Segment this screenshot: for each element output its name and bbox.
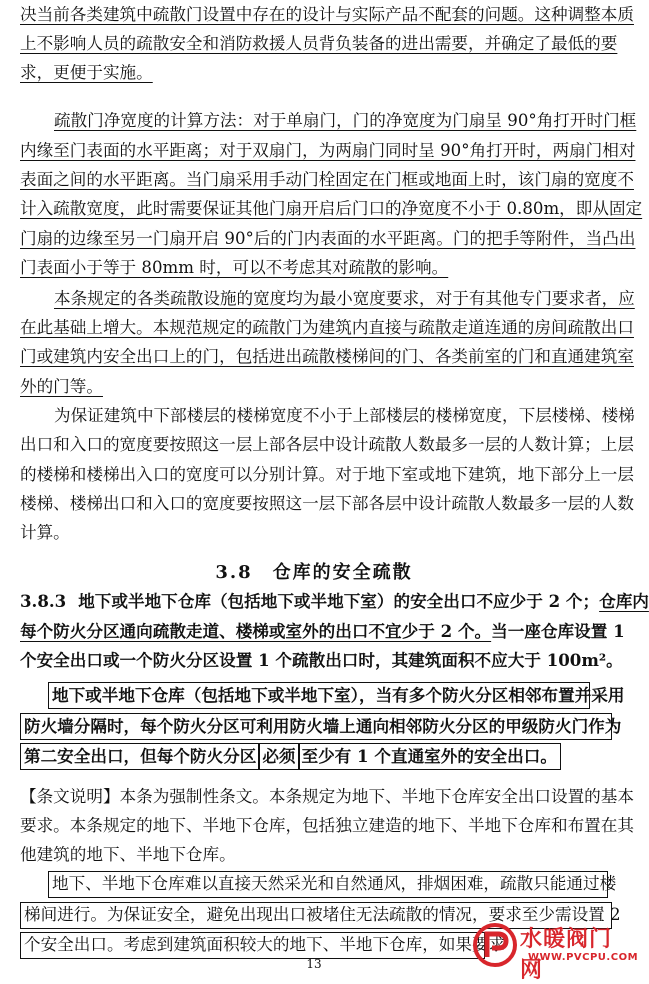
text-line: 疏散门净宽度的计算方法：对于单扇门，门的净宽度为门扇呈 90°角打开时门框 (54, 111, 637, 130)
text-line: 出口和入口的宽度要按照这一层上部各层中设计疏散人数最多一层的人数计算；上层 (20, 435, 634, 454)
page-number: 13 (306, 957, 322, 971)
clause-text: 当一座仓库设置 1 (491, 621, 625, 641)
text-span: 求，更便于实施。 (20, 63, 153, 82)
text-line: 上不影响人员的疏散安全和消防救援人员背负装备的进出需要，并确定了最低的要 (20, 34, 618, 53)
text-line: 计入疏散宽度，此时需要保证其他门扇开启后门口的净宽度不小于 0.80m，即从固定 (20, 199, 643, 218)
text-line: 他建筑的地下、半地下仓库。 (20, 845, 236, 864)
clause-line (20, 590, 649, 612)
text-line: 表面之间的水平距离。当门扇采用手动门栓固定在门框或地面上时，该门扇的宽度不 (20, 170, 634, 189)
boxed-line: 地下、半地下仓库难以直接天然采光和自然通风，排烟困难，疏散只能通过楼 (48, 871, 608, 898)
boxed-segment: 第二安全出口，但每个防火分区 (20, 743, 260, 770)
text-line: 内缘至门表面的水平距离；对于双扇门，为两扇门同时呈 90°角打开时，两扇门相对 (20, 141, 636, 160)
clause-text: 地下或半地下仓库（包括地下或半地下室）的安全出口不应少于 2 个； (78, 591, 600, 611)
clause-line (20, 620, 625, 642)
clause-number: 3.8.3 (20, 591, 67, 611)
text-line: 为保证建筑中下部楼层的楼梯宽度不小于上部楼层的楼梯宽度，下层楼梯、楼梯 (54, 406, 635, 425)
text-line: 计算。 (20, 523, 70, 542)
text-span: 外的门等。 (20, 377, 103, 396)
text-line (20, 257, 612, 279)
boxed-segment: 必须 (258, 743, 299, 770)
boxed-line: 梯间进行。为保证安全，避免出现出口被堵住无法疏散的情况，要求至少需设置 2 (20, 902, 612, 929)
text-span: 门表面小于等于 80mm 时，可以不考虑其对疏散的影响。 (20, 258, 449, 277)
text-line: 决当前各类建筑中疏散门设置中存在的设计与实际产品不配套的问题。这种调整本质 (20, 5, 634, 24)
text-line: 在此基础上增大。本规范规定的疏散门为建筑内直接与疏散走道连通的房间疏散出口 (20, 318, 634, 337)
boxed-line: 地下或半地下仓库（包括地下或半地下室），当有多个防火分区相邻布置并采用 (48, 682, 590, 709)
text-line: 本条规定的各类疏散设施的宽度均为最小宽度要求，对于有其他专门要求者，应 (54, 289, 635, 308)
boxed-line: 个安全出口。考虑到建筑面积较大的地下、半地下仓库，如果要求 (20, 932, 485, 959)
text-line: 的楼梯和楼梯出入口的宽度可以分别计算。对于地下室或地下建筑，地下部分上一层 (20, 465, 634, 484)
text-line: 门扇的边缘至另一门扇开启 90°后的门内表面的水平距离。门的把手等附件，当凸出 (20, 229, 636, 248)
boxed-segment: 至少有 1 个直通室外的安全出口。 (298, 743, 561, 770)
text-line (20, 376, 612, 398)
section-heading: 3.8 仓库的安全疏散 (215, 562, 413, 583)
boxed-line: 防火墙分隔时，每个防火分区可利用防火墙上通向相邻防火分区的甲级防火门作为 (20, 713, 612, 740)
watermark (472, 918, 639, 983)
text-line: 门或建筑内安全出口上的门，包括进出疏散楼梯间的门、各类前室的门和直通建筑室 (20, 347, 634, 366)
boxed-line (20, 743, 612, 770)
clause-text: 每个防火分区通向疏散走道、楼梯或室外的出口不宜少于 2 个。 (20, 621, 492, 641)
clause-line: 个安全出口或一个防火分区设置 1 个疏散出口时，其建筑面积不应大于 100m²。 (20, 650, 623, 670)
text-line: 【条文说明】本条为强制性条文。本条规定为地下、半地下仓库安全出口设置的基本 (20, 787, 634, 806)
watermark-logo-icon (472, 922, 518, 968)
text-line (20, 62, 612, 84)
watermark-name: 水暖阀门网 (520, 927, 613, 983)
text-line: 要求。本条规定的地下、半地下仓库，包括独立建造的地下、半地下仓库和布置在其 (20, 816, 634, 835)
clause-text: 仓库内 (599, 591, 649, 611)
watermark-url: WWW.PVCPU.COM (528, 952, 639, 963)
text-line: 楼梯、楼梯出口和入口的宽度要按照这一层下部各层中设计疏散人数最多一层的人数 (20, 494, 634, 513)
